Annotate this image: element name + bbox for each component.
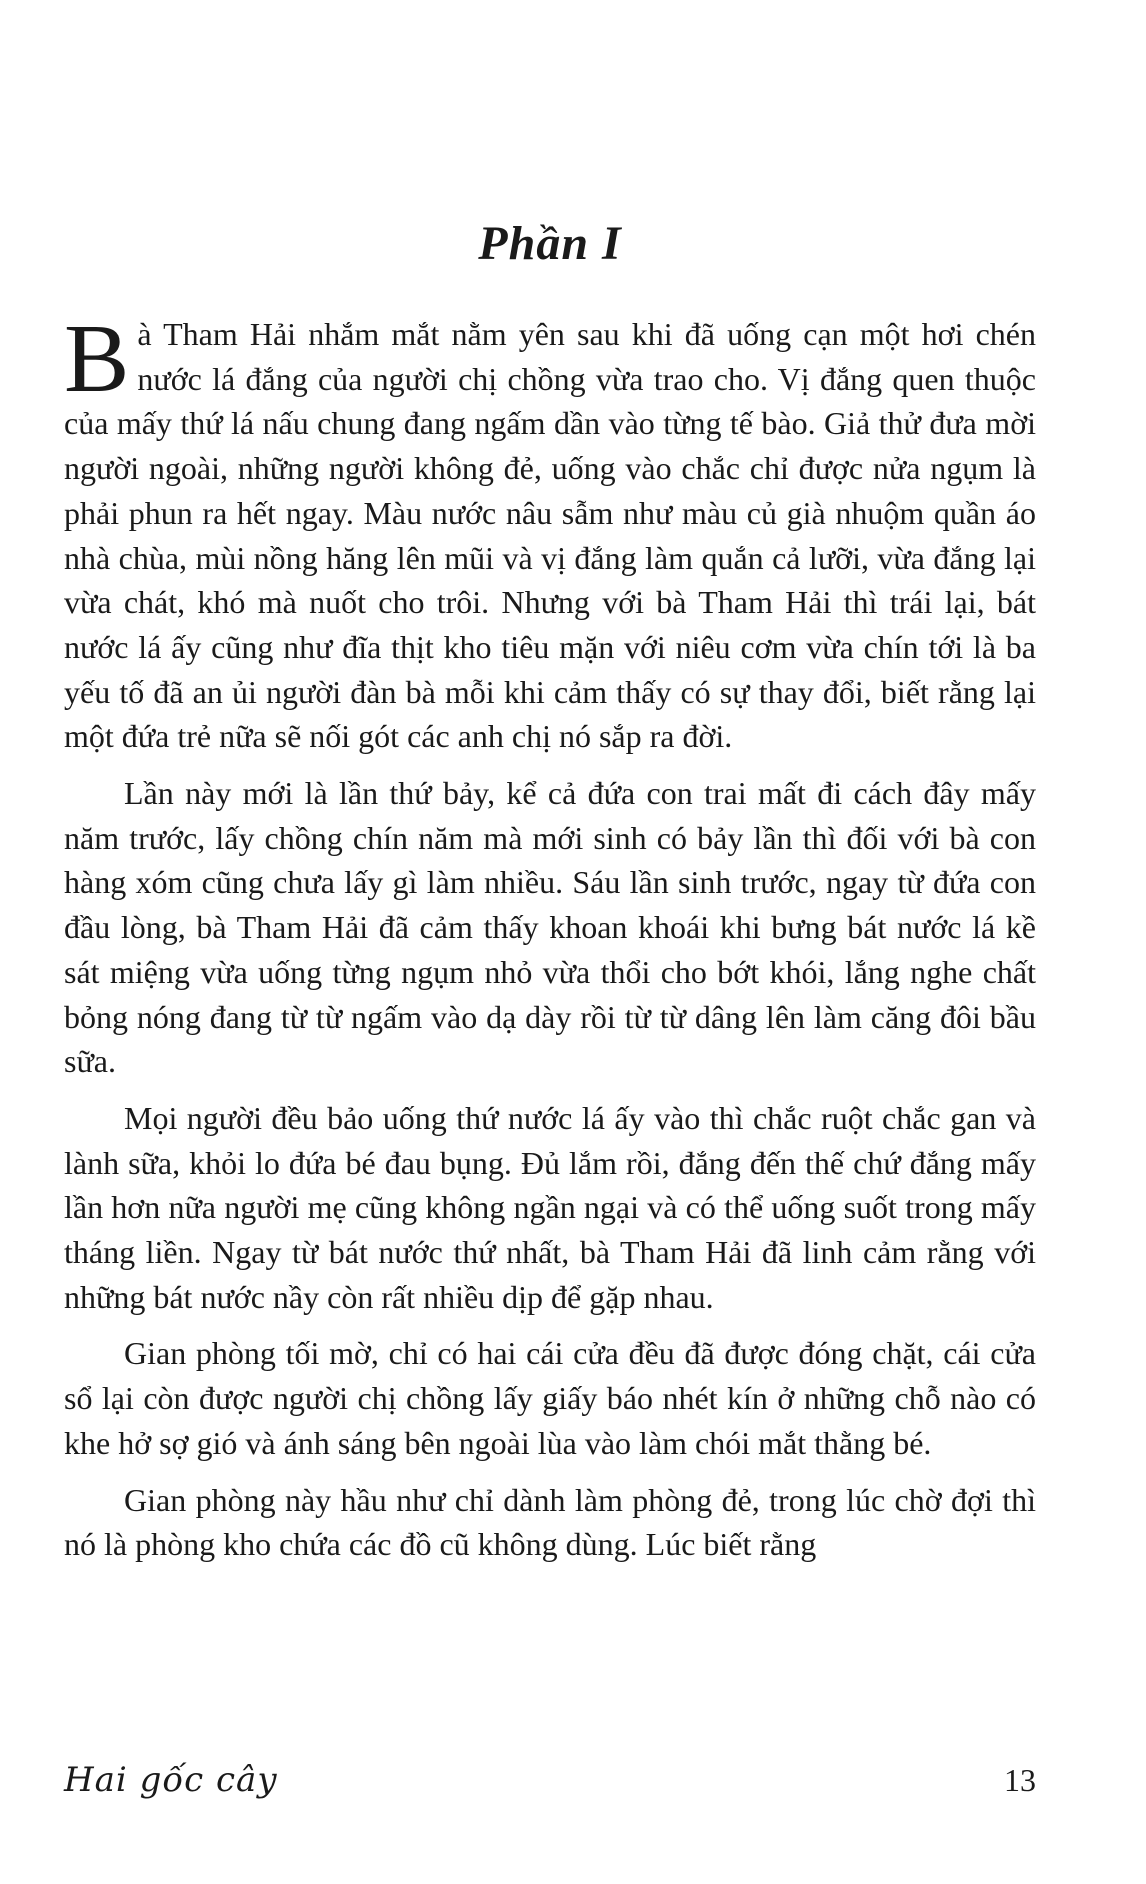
- paragraph-3: Mọi người đều bảo uống thứ nước lá ấy vào thì chắc ruột chắc gan và lành sữa, khỏi lo đứa bé đau bụng. Đủ lắm rồi, đắng đến thế chứ đắng mấy lần hơn nữa người mẹ cũng không ngần ngại và có thể uống suốt trong mấy tháng liền. Ngay từ bát nước thứ nhất, bà Tham Hải đã linh cảm rằng với những bát nước nầy còn rất nhiều dịp để gặp nhau.: [64, 1099, 1036, 1315]
- chapter-title: Phần I: [478, 217, 622, 270]
- paragraph-1: [64, 305, 1036, 759]
- paragraph-5: Gian phòng này hầu như chỉ dành làm phòng đẻ, trong lúc chờ đợi thì nó là phòng kho chứa các đồ cũ không dùng. Lúc biết rằng: [64, 1481, 1036, 1563]
- paragraph-4: Gian phòng tối mờ, chỉ có hai cái cửa đều đã được đóng chặt, cái cửa sổ lại còn được người chị chồng lấy giấy báo nhét kín ở những chỗ nào có khe hở sợ gió và ánh sáng bên ngoài lùa vào làm chói mắt thằng bé.: [64, 1335, 1036, 1461]
- body-text: [64, 305, 1036, 1579]
- page-number: 13: [1004, 1762, 1036, 1798]
- paragraph-2: Lần này mới là lần thứ bảy, kể cả đứa con trai mất đi cách đây mấy năm trước, lấy chồng chín năm mà mới sinh có bảy lần thì đối với bà con hàng xóm cũng chưa lấy gì làm nhiều. Sáu lần sinh trước, ngay từ đứa con đầu lòng, bà Tham Hải đã cảm thấy khoan khoái khi bưng bát nước lá kề sát miệng vừa uống từng ngụm nhỏ vừa thổi cho bớt khói, lắng nghe chất bỏng nóng đang từ từ ngấm vào dạ dày rồi từ từ dâng lên làm căng đôi bầu sữa.: [64, 775, 1036, 1080]
- book-page: [64, 0, 1036, 1884]
- dropcap-letter: B: [64, 305, 130, 413]
- paragraph-1-text: à Tham Hải nhắm mắt nằm yên sau khi đã uống cạn một hơi chén nước lá đắng của người chị chồng vừa trao cho. Vị đắng quen thuộc của mấy thứ lá nấu chung đang ngấm dần vào từng tế bào. Giả thử đưa mời người ngoài, những người không đẻ, uống vào chắc chỉ được nửa ngụm là phải phun ra hết ngay. Màu nước nâu sẫm như màu củ già nhuộm quần áo nhà chùa, mùi nồng hăng lên mũi và vị đắng làm quắn cả lưỡi, vừa đắng lại vừa chát, khó mà nuốt cho trôi. Nhưng với bà Tham Hải thì trái lại, bát nước lá ấy cũng như đĩa thịt kho tiêu mặn với niêu cơm vừa chín tới là ba yếu tố đã an ủi người đàn bà mỗi khi cảm thấy có sự thay đổi, biết rằng lại một đứa trẻ nữa sẽ nối gót các anh chị nó sắp ra đời.: [64, 316, 1036, 755]
- footer-book-title: Hai gốc cây: [64, 1760, 278, 1800]
